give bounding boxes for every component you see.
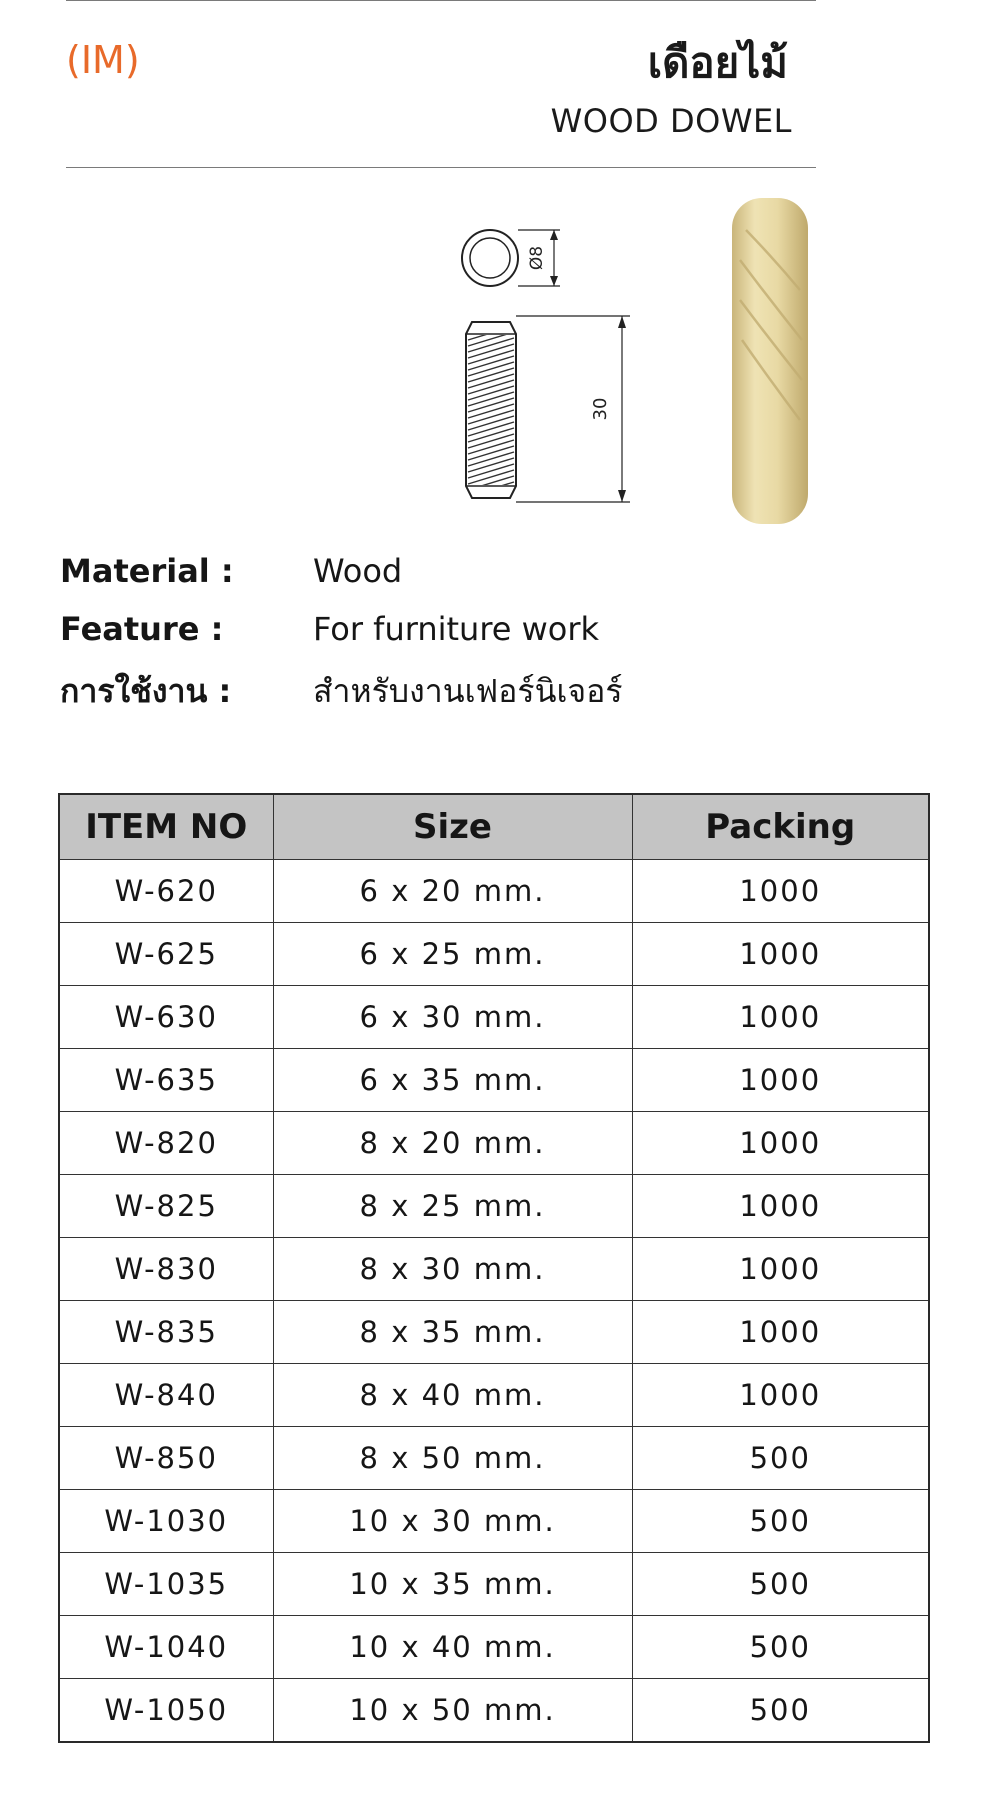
- packing-cell: 1000: [632, 1175, 929, 1238]
- brand-code: (IM): [66, 38, 140, 82]
- table-row: [59, 1049, 929, 1112]
- packing-cell: 500: [632, 1427, 929, 1490]
- table-header-row: [59, 794, 929, 860]
- size-cell: 8 x 50 mm.: [273, 1427, 632, 1490]
- item-no-cell: W-620: [59, 860, 273, 923]
- item-no-cell: W-850: [59, 1427, 273, 1490]
- packing-cell: 1000: [632, 1238, 929, 1301]
- header-packing: Packing: [632, 794, 929, 860]
- item-no-cell: W-820: [59, 1112, 273, 1175]
- product-table: [58, 793, 930, 1743]
- table-row: [59, 986, 929, 1049]
- item-no-cell: W-840: [59, 1364, 273, 1427]
- packing-cell: 1000: [632, 1112, 929, 1175]
- item-no-cell: W-630: [59, 986, 273, 1049]
- packing-cell: 1000: [632, 1049, 929, 1112]
- size-cell: 8 x 30 mm.: [273, 1238, 632, 1301]
- table-row: [59, 1364, 929, 1427]
- packing-cell: 1000: [632, 860, 929, 923]
- packing-cell: 500: [632, 1553, 929, 1616]
- item-no-cell: W-825: [59, 1175, 273, 1238]
- header-item-no: ITEM NO: [59, 794, 273, 860]
- packing-cell: 500: [632, 1679, 929, 1743]
- diameter-label: Ø8: [527, 245, 547, 271]
- packing-cell: 1000: [632, 1364, 929, 1427]
- product-title-thai: เดือยไม้: [647, 38, 788, 87]
- spec-label: การใช้งาน :: [60, 672, 232, 710]
- table-row: [59, 1175, 929, 1238]
- packing-cell: 500: [632, 1616, 929, 1679]
- size-cell: 8 x 20 mm.: [273, 1112, 632, 1175]
- table-row: [59, 1553, 929, 1616]
- size-cell: 8 x 35 mm.: [273, 1301, 632, 1364]
- dowel-side-view: [466, 314, 516, 498]
- table-row: [59, 1301, 929, 1364]
- item-no-cell: W-635: [59, 1049, 273, 1112]
- table-row: [59, 1238, 929, 1301]
- item-no-cell: W-835: [59, 1301, 273, 1364]
- wood-dowel-image: [720, 190, 820, 530]
- spec-label: Material :: [60, 552, 234, 590]
- size-cell: 8 x 40 mm.: [273, 1364, 632, 1427]
- size-cell: 10 x 35 mm.: [273, 1553, 632, 1616]
- item-no-cell: W-1035: [59, 1553, 273, 1616]
- spec-label: Feature :: [60, 610, 224, 648]
- item-no-cell: W-1050: [59, 1679, 273, 1743]
- packing-cell: 500: [632, 1490, 929, 1553]
- item-no-cell: W-1040: [59, 1616, 273, 1679]
- table-row: [59, 1679, 929, 1743]
- size-cell: 6 x 25 mm.: [273, 923, 632, 986]
- packing-cell: 1000: [632, 1301, 929, 1364]
- product-title-english: WOOD DOWEL: [550, 102, 792, 140]
- item-no-cell: W-830: [59, 1238, 273, 1301]
- size-cell: 10 x 40 mm.: [273, 1616, 632, 1679]
- packing-cell: 1000: [632, 986, 929, 1049]
- item-no-cell: W-625: [59, 923, 273, 986]
- table-row: [59, 923, 929, 986]
- size-cell: 10 x 30 mm.: [273, 1490, 632, 1553]
- table-row: [59, 1616, 929, 1679]
- length-label: 30: [590, 397, 611, 421]
- dowel-end-view: [462, 230, 518, 286]
- size-cell: 8 x 25 mm.: [273, 1175, 632, 1238]
- top-divider: [66, 0, 816, 1]
- table-row: [59, 1427, 929, 1490]
- spec-value: For furniture work: [313, 610, 600, 648]
- size-cell: 6 x 30 mm.: [273, 986, 632, 1049]
- packing-cell: 1000: [632, 923, 929, 986]
- size-cell: 6 x 35 mm.: [273, 1049, 632, 1112]
- header-size: Size: [273, 794, 632, 860]
- table-row: [59, 1490, 929, 1553]
- size-cell: 6 x 20 mm.: [273, 860, 632, 923]
- table-row: [59, 860, 929, 923]
- size-cell: 10 x 50 mm.: [273, 1679, 632, 1743]
- table-row: [59, 1112, 929, 1175]
- spec-value: สำหรับงานเฟอร์นิเจอร์: [313, 672, 623, 710]
- item-no-cell: W-1030: [59, 1490, 273, 1553]
- dowel-technical-drawing: [450, 200, 650, 510]
- spec-value: Wood: [313, 552, 403, 590]
- header-divider: [66, 167, 816, 168]
